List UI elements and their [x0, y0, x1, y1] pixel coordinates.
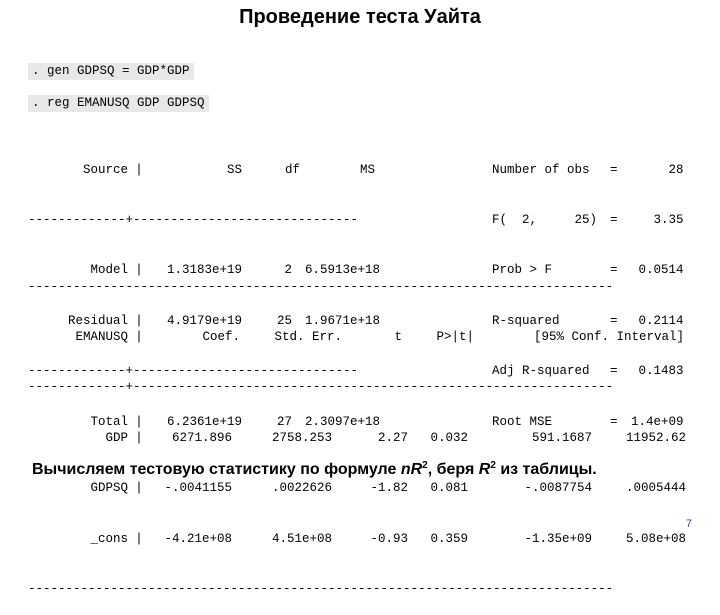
- stat-row: Prob > F = 0.0514: [492, 263, 684, 278]
- anova-divider: -------------+------------------------------: [28, 212, 359, 227]
- anova-row-residual: Residual | 4.9179e+19 25 1.9671e+18: [67, 313, 380, 328]
- stat-row: F( 2, 25) = 3.35: [492, 212, 684, 227]
- explanation-text: Вычисляем тестовую статистику по формуле $nR^2$, беря $R^2$ из таблицы.: [32, 460, 597, 478]
- command-reg: . reg EMANUSQ GDP GDPSQ: [28, 95, 209, 112]
- formula-n: n: [400, 461, 411, 478]
- anova-header-ss: SS: [226, 162, 242, 177]
- anova-header-row: Source | SS df MS: [28, 162, 380, 179]
- stat-row: R-squared = 0.2114: [492, 313, 684, 328]
- anova-divider-2: -------------+------------------------------: [28, 364, 359, 379]
- coef-row-cons: _cons | -4.21e+08 4.51e+08 -0.93 0.359 -1.35e+09 5.08e+08: [90, 531, 686, 546]
- anova-header-ms: MS: [359, 162, 375, 177]
- coef-header-row: EMANUSQ | Coef. Std. Err. t P>|t| [95% Conf. Interval]: [75, 329, 684, 344]
- stat-row: Number of obs = 28: [492, 162, 684, 177]
- formula-r: R: [410, 461, 423, 478]
- command-gen: . gen GDPSQ = GDP*GDP: [28, 63, 194, 80]
- stat-row: Root MSE = 1.4e+09: [492, 414, 684, 429]
- anova-row-total: Total | 6.2361e+19 27 2.3097e+18: [90, 414, 380, 429]
- slide-title: Проведение теста Уайта: [239, 6, 481, 28]
- coef-divider: -------------+----------------------------------------------------------------: [28, 380, 614, 395]
- coefficient-table: [28, 245, 686, 615]
- anova-header-source: Source: [82, 162, 128, 177]
- coef-row-gdpsq: GDPSQ | -.0041155 .0022626 -1.82 0.081 -.0087754 .0005444: [90, 481, 686, 496]
- r-squared-symbol: R: [478, 461, 491, 478]
- coef-row-gdp: GDP | 6271.896 2758.253 2.27 0.032 591.1687 11952.62: [105, 430, 686, 445]
- anova-header-df: df: [284, 162, 300, 177]
- coef-bottom-rule: ------------------------------------------------------------------------------: [28, 581, 614, 596]
- coef-top-rule: ------------------------------------------------------------------------------: [28, 279, 614, 294]
- anova-row-model: Model | 1.3183e+19 2 6.5913e+18: [90, 263, 380, 278]
- page-number: 7: [685, 518, 692, 530]
- stat-row: Adj R-squared = 0.1483: [492, 364, 684, 379]
